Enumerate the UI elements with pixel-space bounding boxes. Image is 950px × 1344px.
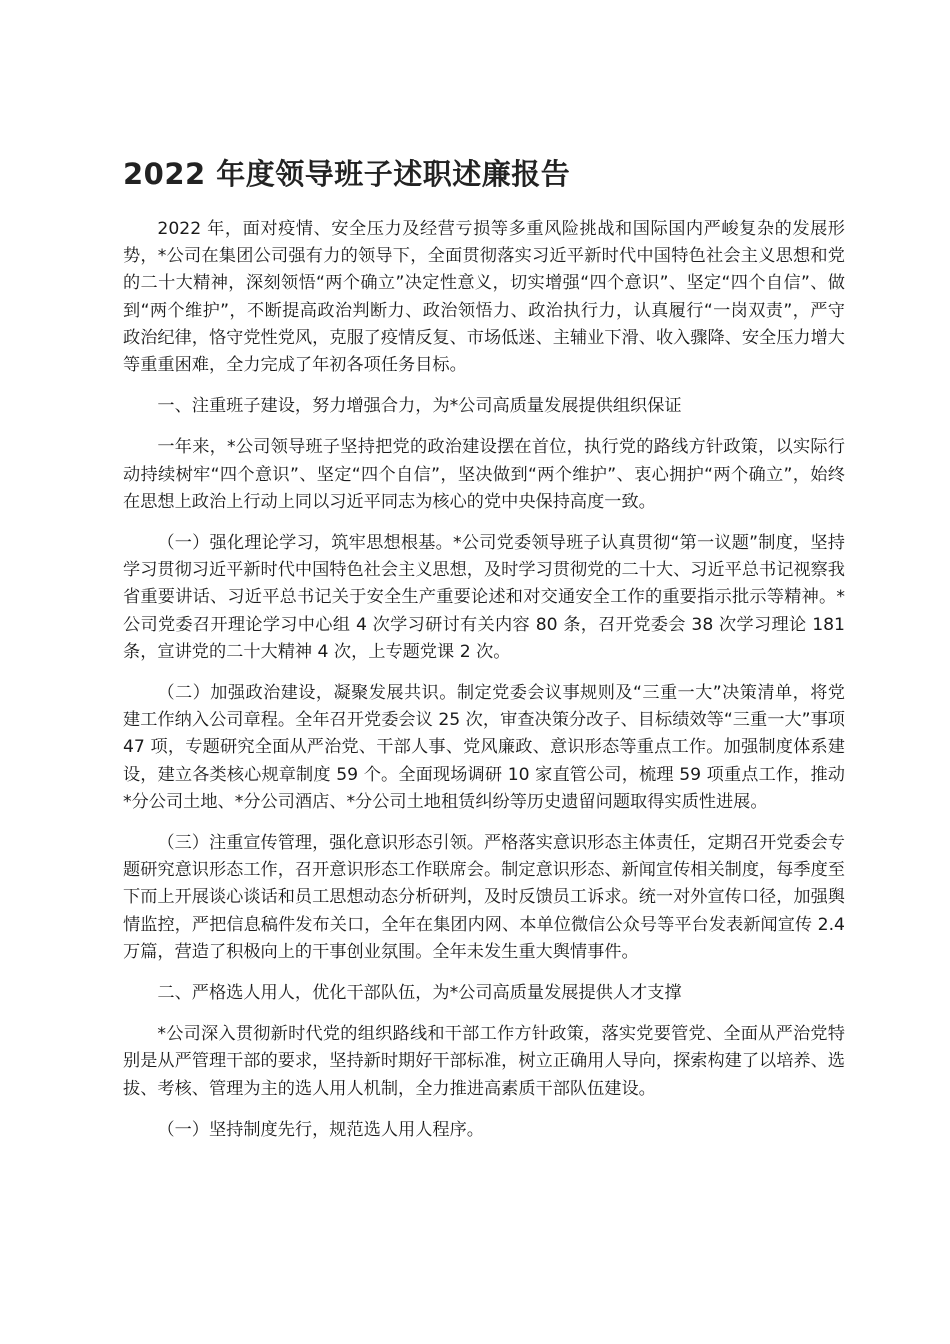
document-page — [123, 150, 845, 1158]
body-paragraph: （三）注重宣传管理，强化意识形态引领。严格落实意识形态主体责任，定期召开党委会专题研究意识形态工作，召开意识形态工作联席会。制定意识形态、新闻宣传相关制度，每季度至下而上开展谈心谈话和员工思想动态分析研判，及时反馈员工诉求。统一对外宣传口径，加强舆情监控，严把信息稿件发布关口，全年在集团内网、本单位微信公众号等平台发表新闻宣传 2.4 万篇，营造了积极向上的干事创业氛围。全年未发生重大舆情事件。 — [123, 833, 845, 962]
body-paragraph: *公司深入贯彻新时代党的组织路线和干部工作方针政策，落实党要管党、全面从严治党特别是从严管理干部的要求，坚持新时期好干部标准，树立正确用人导向，探索构建了以培养、选拔、考核、管理为主的选人用人机制，全力推进高素质干部队伍建设。 — [123, 1024, 845, 1099]
body-paragraph: （二）加强政治建设，凝聚发展共识。制定党委会议事规则及“三重一大”决策清单，将党建工作纳入公司章程。全年召开党委会议 25 次，审查决策分改子、目标绩效等“三重一大”事项 47 项，专题研究全面从严治党、干部人事、党风廉政、意识形态等重点工作。加强制度体系建设，建立各类核心规章制度 59 个。全面现场调研 10 家直管公司，梳理 59 项重点工作，推动*分公司土地、*分公司酒店、*分公司土地租赁纠纷等历史遗留问题取得实质性进展。 — [123, 683, 845, 812]
document-title: 2022 年度领导班子述职述廉报告 — [123, 157, 571, 191]
body-paragraph: 一年来，*公司领导班子坚持把党的政治建设摆在首位，执行党的路线方针政策，以实际行动持续树牢“四个意识”、坚定“四个自信”，坚决做到“两个维护”、衷心拥护“两个确立”，始终在思想上政治上行动上同以习近平同志为核心的党中央保持高度一致。 — [123, 437, 845, 512]
body-paragraph: （一）坚持制度先行，规范选人用人程序。 — [157, 1119, 484, 1140]
section-heading-1: 一、注重班子建设，努力增强合力，为*公司高质量发展提供组织保证 — [157, 396, 682, 417]
body-paragraph: （一）强化理论学习，筑牢思想根基。*公司党委领导班子认真贯彻“第一议题”制度，坚持学习贯彻习近平新时代中国特色社会主义思想，及时学习贯彻党的二十大、习近平总书记视察我省重要讲话、习近平总书记关于安全生产重要论述和对交通安全工作的重要指示批示等精神。*公司党委召开理论学习中心组 4 次学习研讨有关内容 80 条，召开党委会 38 次学习理论 181 条，宣讲党的二十大精神 4 次，上专题党课 2 次。 — [123, 533, 845, 662]
intro-paragraph: 2022 年，面对疫情、安全压力及经营亏损等多重风险挑战和国际国内严峻复杂的发展形势，*公司在集团公司强有力的领导下，全面贯彻落实习近平新时代中国特色社会主义思想和党的二十大精神，深刻领悟“两个确立”决定性意义，切实增强“四个意识”、坚定“四个自信”、做到“两个维护”，不断提高政治判断力、政治领悟力、政治执行力，认真履行“一岗双责”，严守政治纪律，恪守党性党风，克服了疫情反复、市场低迷、主辅业下滑、收入骤降、安全压力增大等重重困难，全力完成了年初各项任务目标。 — [123, 219, 845, 376]
section-heading-2: 二、严格选人用人，优化干部队伍，为*公司高质量发展提供人才支撑 — [157, 983, 682, 1004]
